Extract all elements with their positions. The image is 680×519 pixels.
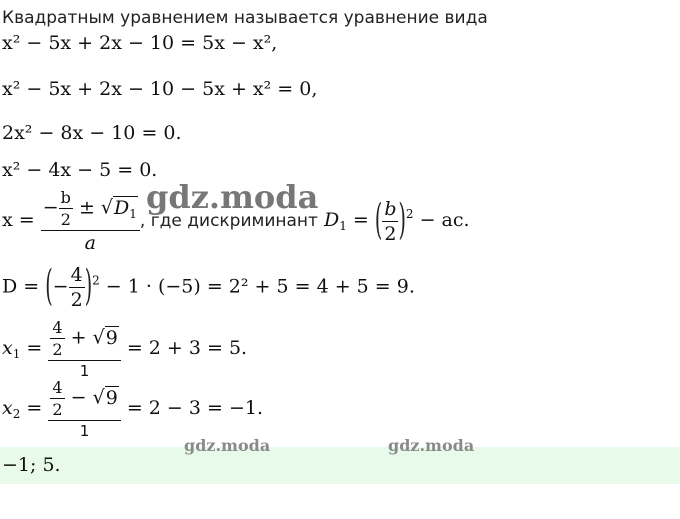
- x1-sqrt: √9: [92, 326, 118, 349]
- x2-den: 1: [79, 422, 90, 440]
- watermark-small-2: gdz.moda: [388, 436, 475, 455]
- formula-lhs: x =: [2, 209, 35, 231]
- x1-den: 1: [79, 362, 90, 380]
- d-sub: 1: [129, 206, 137, 221]
- formula-equals: =: [352, 209, 369, 231]
- x1-numerator: [48, 318, 120, 361]
- equation-2-text: x² − 5x + 2x − 10 − 5x + x² = 0,: [2, 78, 318, 100]
- paren-open: (: [45, 262, 53, 311]
- sqrt-d1: $√D_1$: [100, 196, 137, 221]
- disc-num: 4: [70, 264, 83, 286]
- formula-text: , где дискриминант: [139, 211, 318, 231]
- a-label: a: [84, 232, 96, 254]
- x2-fraction: [48, 378, 120, 440]
- formula-denominator: [41, 231, 140, 254]
- x1-inner-fraction: [50, 318, 64, 359]
- x1-var: x: [2, 337, 13, 359]
- b-over-2-fraction: [382, 198, 398, 245]
- equation-2: [2, 78, 317, 100]
- equation-3: [2, 122, 182, 144]
- equation-1-text: x² − 5x + 2x − 10 = 5x − x²,: [2, 32, 278, 54]
- x2-inner-num: 4: [52, 378, 63, 397]
- x2-op: −: [70, 386, 87, 409]
- x2-inner-den: 2: [52, 400, 63, 419]
- equation-4-text: x² − 4x − 5 = 0.: [2, 159, 158, 181]
- x2-root: 9: [105, 386, 118, 409]
- x2-sub: 2: [12, 407, 21, 421]
- b-over-2: [59, 188, 73, 229]
- plus-minus: ±: [78, 196, 95, 219]
- x2-sqrt: √9: [92, 386, 118, 409]
- disc-fraction: [69, 264, 85, 311]
- x1-root: 9: [105, 326, 118, 349]
- disc-den: 2: [70, 289, 83, 311]
- answer-box: [0, 447, 680, 484]
- paren-close: ): [398, 195, 406, 245]
- paren-open: (: [374, 195, 383, 245]
- x2-var: x: [2, 397, 13, 419]
- x1-op: +: [70, 326, 87, 349]
- x2-numerator: [48, 378, 120, 421]
- equation-1: [2, 32, 277, 54]
- equation-4: [2, 159, 157, 181]
- b-label: b: [60, 188, 71, 207]
- x1-inner-den: 2: [52, 340, 63, 359]
- paren-close: ): [84, 262, 93, 311]
- disc-lhs: D =: [2, 275, 40, 298]
- formula-fraction: [41, 188, 140, 254]
- x2-inner-fraction: [50, 378, 64, 419]
- disc-rest: − 1 · (−5) = 2² + 5 = 4 + 5 = 9.: [105, 275, 415, 298]
- answer-text: −1; 5.: [2, 454, 61, 476]
- two-label: 2: [60, 210, 71, 229]
- x1-inner-num: 4: [52, 318, 63, 337]
- d-label: D: [114, 196, 130, 219]
- disc-exponent: 2: [92, 273, 100, 288]
- intro-text: Квадратным уравнением называется уравнение вида: [2, 8, 488, 28]
- formula-tail: − ac.: [419, 209, 470, 231]
- watermark-main: gdz.moda: [146, 178, 319, 216]
- x2-rest: = 2 − 3 = −1.: [126, 397, 264, 419]
- watermark-small-1: gdz.moda: [184, 436, 271, 455]
- x1-fraction: [48, 318, 120, 380]
- discriminant-line: D = (− $\frac{4}{2}$ )$^2$ − 1 · (−5) = 2² + 5 = 4 + 5 = 9.: [2, 262, 415, 311]
- root-x1: [2, 318, 247, 380]
- frac-2: 2: [384, 222, 397, 245]
- root-x2: [2, 378, 263, 440]
- x1-equals: =: [26, 337, 43, 359]
- d1-sub: 1: [339, 219, 347, 233]
- formula-numerator: − $\frac{b}{2}$ ± $√D_1$: [41, 188, 140, 231]
- x1-rest: = 2 + 3 = 5.: [126, 337, 248, 359]
- equation-3-text: 2x² − 8x − 10 = 0.: [2, 122, 182, 144]
- x1-sub: 1: [12, 347, 21, 361]
- formula-exponent: 2: [405, 207, 414, 221]
- frac-b: b: [384, 197, 397, 220]
- d1-label: D: [324, 209, 340, 231]
- x2-equals: =: [26, 397, 43, 419]
